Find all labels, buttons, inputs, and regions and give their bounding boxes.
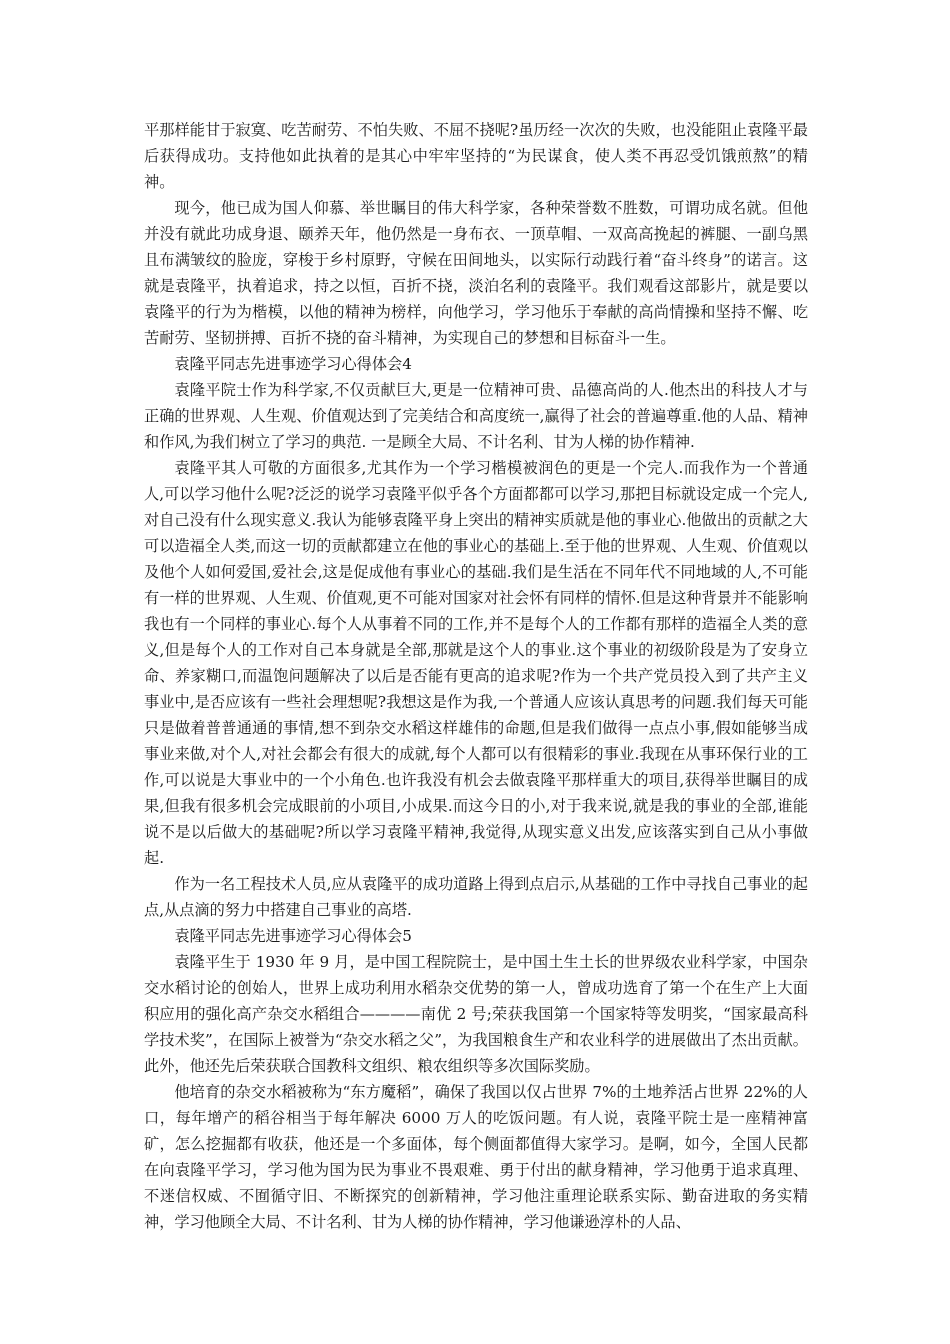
paragraph-continued: 平那样能甘于寂寞、吃苦耐劳、不怕失败、不屈不挠呢?虽历经一次次的失败，也没能阻止袁隆平最后获得成功。支持他如此执着的是其心中牢牢坚持的“为民谋食，使人类不再忍受饥饿煎熬”的精神。 <box>144 121 808 191</box>
paragraph-4-2: 袁隆平其人可敬的方面很多,尤其作为一个学习楷模被润色的更是一个完人.而我作为一个普通人,可以学习他什么呢?泛泛的说学习袁隆平似乎各个方面都都可以学习,那把目标就设定成一个完人,对自己没有什么现实意义.我认为能够袁隆平身上突出的精神实质就是他的事业心.他做出的贡献之大可以造福全人类,而这一切的贡献都建立在他的事业心的基础上.至于他的世界观、人生观、价值观以及他个人如何爱国,爱社会,这是促成他有事业心的基础.我们是生活在不同年代不同地域的人,不可能有一样的世界观、人生观、价值观,更不可能对国家对社会怀有同样的情怀.但是这种背景并不能影响我也有一个同样的事业心.每个人从事着不同的工作,并不是每个人的工作都有那样的造福全人类的意义,但是每个人的工作对自己本身就是全部,那就是这个人的事业.这个事业的初级阶段是为了安身立命、养家糊口,而温饱问题解决了以后是否能有更高的追求呢?作为一个共产党员投入到了共产主义事业中,是否应该有一些社会理想呢?我想这是作为我,一个普通人应该认真思考的问题.我们每天可能只是做着普普通通的事情,想不到杂交水稻这样雄伟的命题,但是我们做得一点点小事,假如能够当成事业来做,对个人,对社会都会有很大的成就,每个人都可以有很精彩的事业.我现在从事环保行业的工作,可以说是大事业中的一个小角色.也许我没有机会去做袁隆平那样重大的项目,获得举世瞩目的成果,但我有很多机会完成眼前的小项目,小成果.而这今日的小,对于我来说,就是我的事业的全部,谁能说不是以后做大的基础呢?所以学习袁隆平精神,我觉得,从现实意义出发,应该落实到自己从小事做起. <box>144 459 808 867</box>
section-heading-4: 袁隆平同志先进事迹学习心得体会4 <box>174 355 412 373</box>
paragraph-5-2: 他培育的杂交水稻被称为“东方魔稻”，确保了我国以仅占世界 7%的土地养活占世界 22%的人口，每年增产的稻谷相当于每年解决 6000 万人的吃饭问题。有人说，袁隆平院士是一座精神富矿，怎么挖掘都有收获，他还是一个多面体，每个侧面都值得大家学习。是啊，如今，全国人民都在向袁隆平学习，学习他为国为民为事业不畏艰难、勇于付出的献身精神，学习他勇于追求真理、不迷信权威、不囿循守旧、不断探究的创新精神，学习他注重理论联系实际、勤奋进取的务实精神，学习他顾全大局、不计名利、甘为人梯的协作精神，学习他谦逊淳朴的人品、 <box>144 1083 808 1231</box>
paragraph-4-3: 作为一名工程技术人员,应从袁隆平的成功道路上得到点启示,从基础的工作中寻找自己事业的起点,从点滴的努力中搭建自己事业的高塔. <box>144 875 808 919</box>
document-page <box>144 117 808 1235</box>
paragraph-2: 现今，他已成为国人仰慕、举世瞩目的伟大科学家，各种荣誉数不胜数，可谓功成名就。但他并没有就此功成身退、颐养天年，他仍然是一身布衣、一顶草帽、一双高高挽起的裤腿、一副乌黑且布满皱纹的脸庞，穿梭于乡村原野，守候在田间地头，以实际行动践行着“奋斗终身”的诺言。这就是袁隆平，执着追求，持之以恒，百折不挠，淡泊名利的袁隆平。我们观看这部影片，就是要以袁隆平的行为为楷模，以他的精神为榜样，向他学习，学习他乐于奉献的高尚情操和坚持不懈、吃苦耐劳、坚韧拼搏、百折不挠的奋斗精神，为实现自己的梦想和目标奋斗一生。 <box>144 199 808 347</box>
paragraph-4-1: 袁隆平院士作为科学家,不仅贡献巨大,更是一位精神可贵、品德高尚的人.他杰出的科技人才与正确的世界观、人生观、价值观达到了完美结合和高度统一,赢得了社会的普遍尊重.他的人品、精神和作风,为我们树立了学习的典范. 一是顾全大局、不计名利、甘为人梯的协作精神. <box>144 381 808 451</box>
paragraph-5-1: 袁隆平生于 1930 年 9 月，是中国工程院院士，是中国土生土长的世界级农业科学家，中国杂交水稻讨论的创始人，世界上成功利用水稻杂交优势的第一人，曾成功选育了第一个在生产上大面积应用的强化高产杂交水稻组合————南优 2 号;荣获我国第一个国家特等发明奖，“国家最高科学技术奖”，在国际上被誉为“杂交水稻之父”，为我国粮食生产和农业科学的进展做出了杰出贡献。此外，他还先后荣获联合国教科文组织、粮农组织等多次国际奖励。 <box>144 953 808 1075</box>
section-heading-5: 袁隆平同志先进事迹学习心得体会5 <box>174 927 412 945</box>
